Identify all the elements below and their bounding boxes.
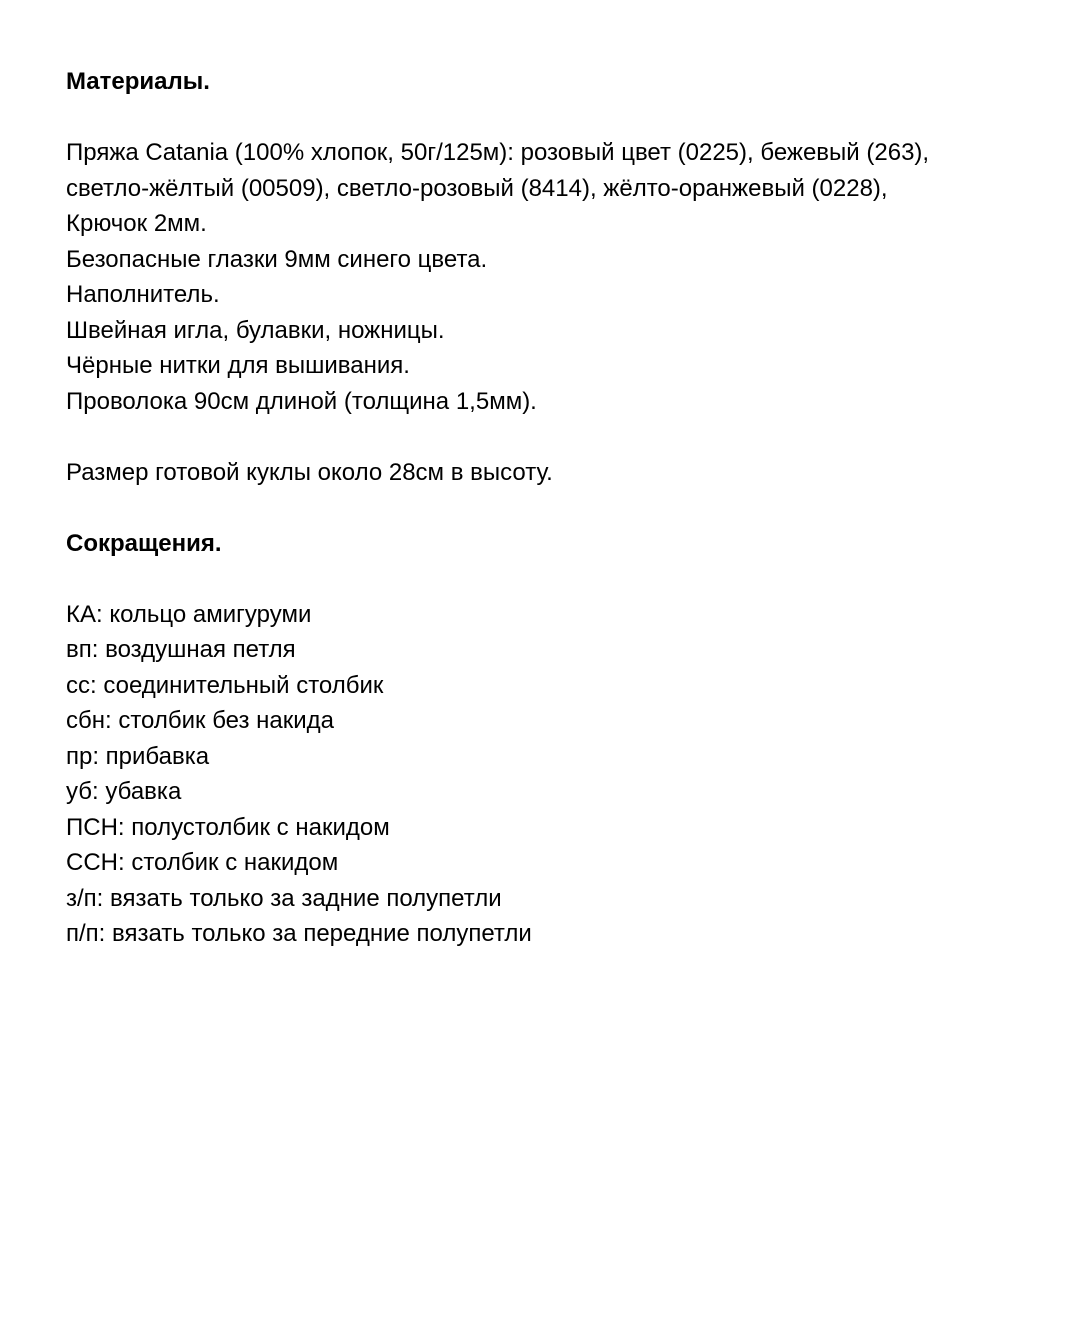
materials-line: светло-жёлтый (00509), светло-розовый (8414), жёлто-оранжевый (0228), — [66, 174, 888, 202]
materials-list — [66, 135, 1056, 419]
materials-line: Пряжа Catania (100% хлопок, 50г/125м): розовый цвет (0225), бежевый (263), — [66, 139, 930, 166]
materials-line: Чёрные нитки для вышивания. — [66, 352, 410, 379]
abbreviation-item: сс: соединительный столбик — [66, 671, 384, 699]
materials-heading: Материалы. — [66, 68, 210, 95]
abbreviation-item: ПСН: полустолбик с накидом — [66, 813, 390, 841]
materials-line: Безопасные глазки 9мм синего цвета. — [66, 245, 488, 273]
spacer — [66, 100, 1056, 136]
abbreviation-item: ССН: столбик с накидом — [66, 849, 339, 876]
size-note: Размер готовой куклы около 28см в высоту. — [66, 458, 553, 486]
spacer — [66, 561, 1056, 597]
abbreviation-item: КА: кольцо амигуруми — [66, 600, 312, 628]
spacer — [66, 419, 1056, 455]
document-text — [66, 64, 1056, 952]
abbreviation-item: п/п: вязать только за передние полупетли — [66, 920, 532, 947]
abbreviation-item: пр: прибавка — [66, 742, 210, 770]
materials-line: Крючок 2мм. — [66, 210, 207, 237]
abbreviation-item: сбн: столбик без накида — [66, 707, 335, 734]
spacer — [66, 490, 1056, 526]
abbreviations-heading: Сокращения. — [66, 529, 222, 557]
abbreviation-item: уб: убавка — [66, 778, 182, 805]
abbreviations-list — [66, 597, 1056, 952]
abbreviation-item: вп: воздушная петля — [66, 636, 296, 663]
materials-line: Наполнитель. — [66, 281, 220, 308]
materials-line: Проволока 90см длиной (толщина 1,5мм). — [66, 387, 537, 415]
abbreviation-item: з/п: вязать только за задние полупетли — [66, 884, 502, 912]
materials-line: Швейная игла, булавки, ножницы. — [66, 316, 445, 344]
